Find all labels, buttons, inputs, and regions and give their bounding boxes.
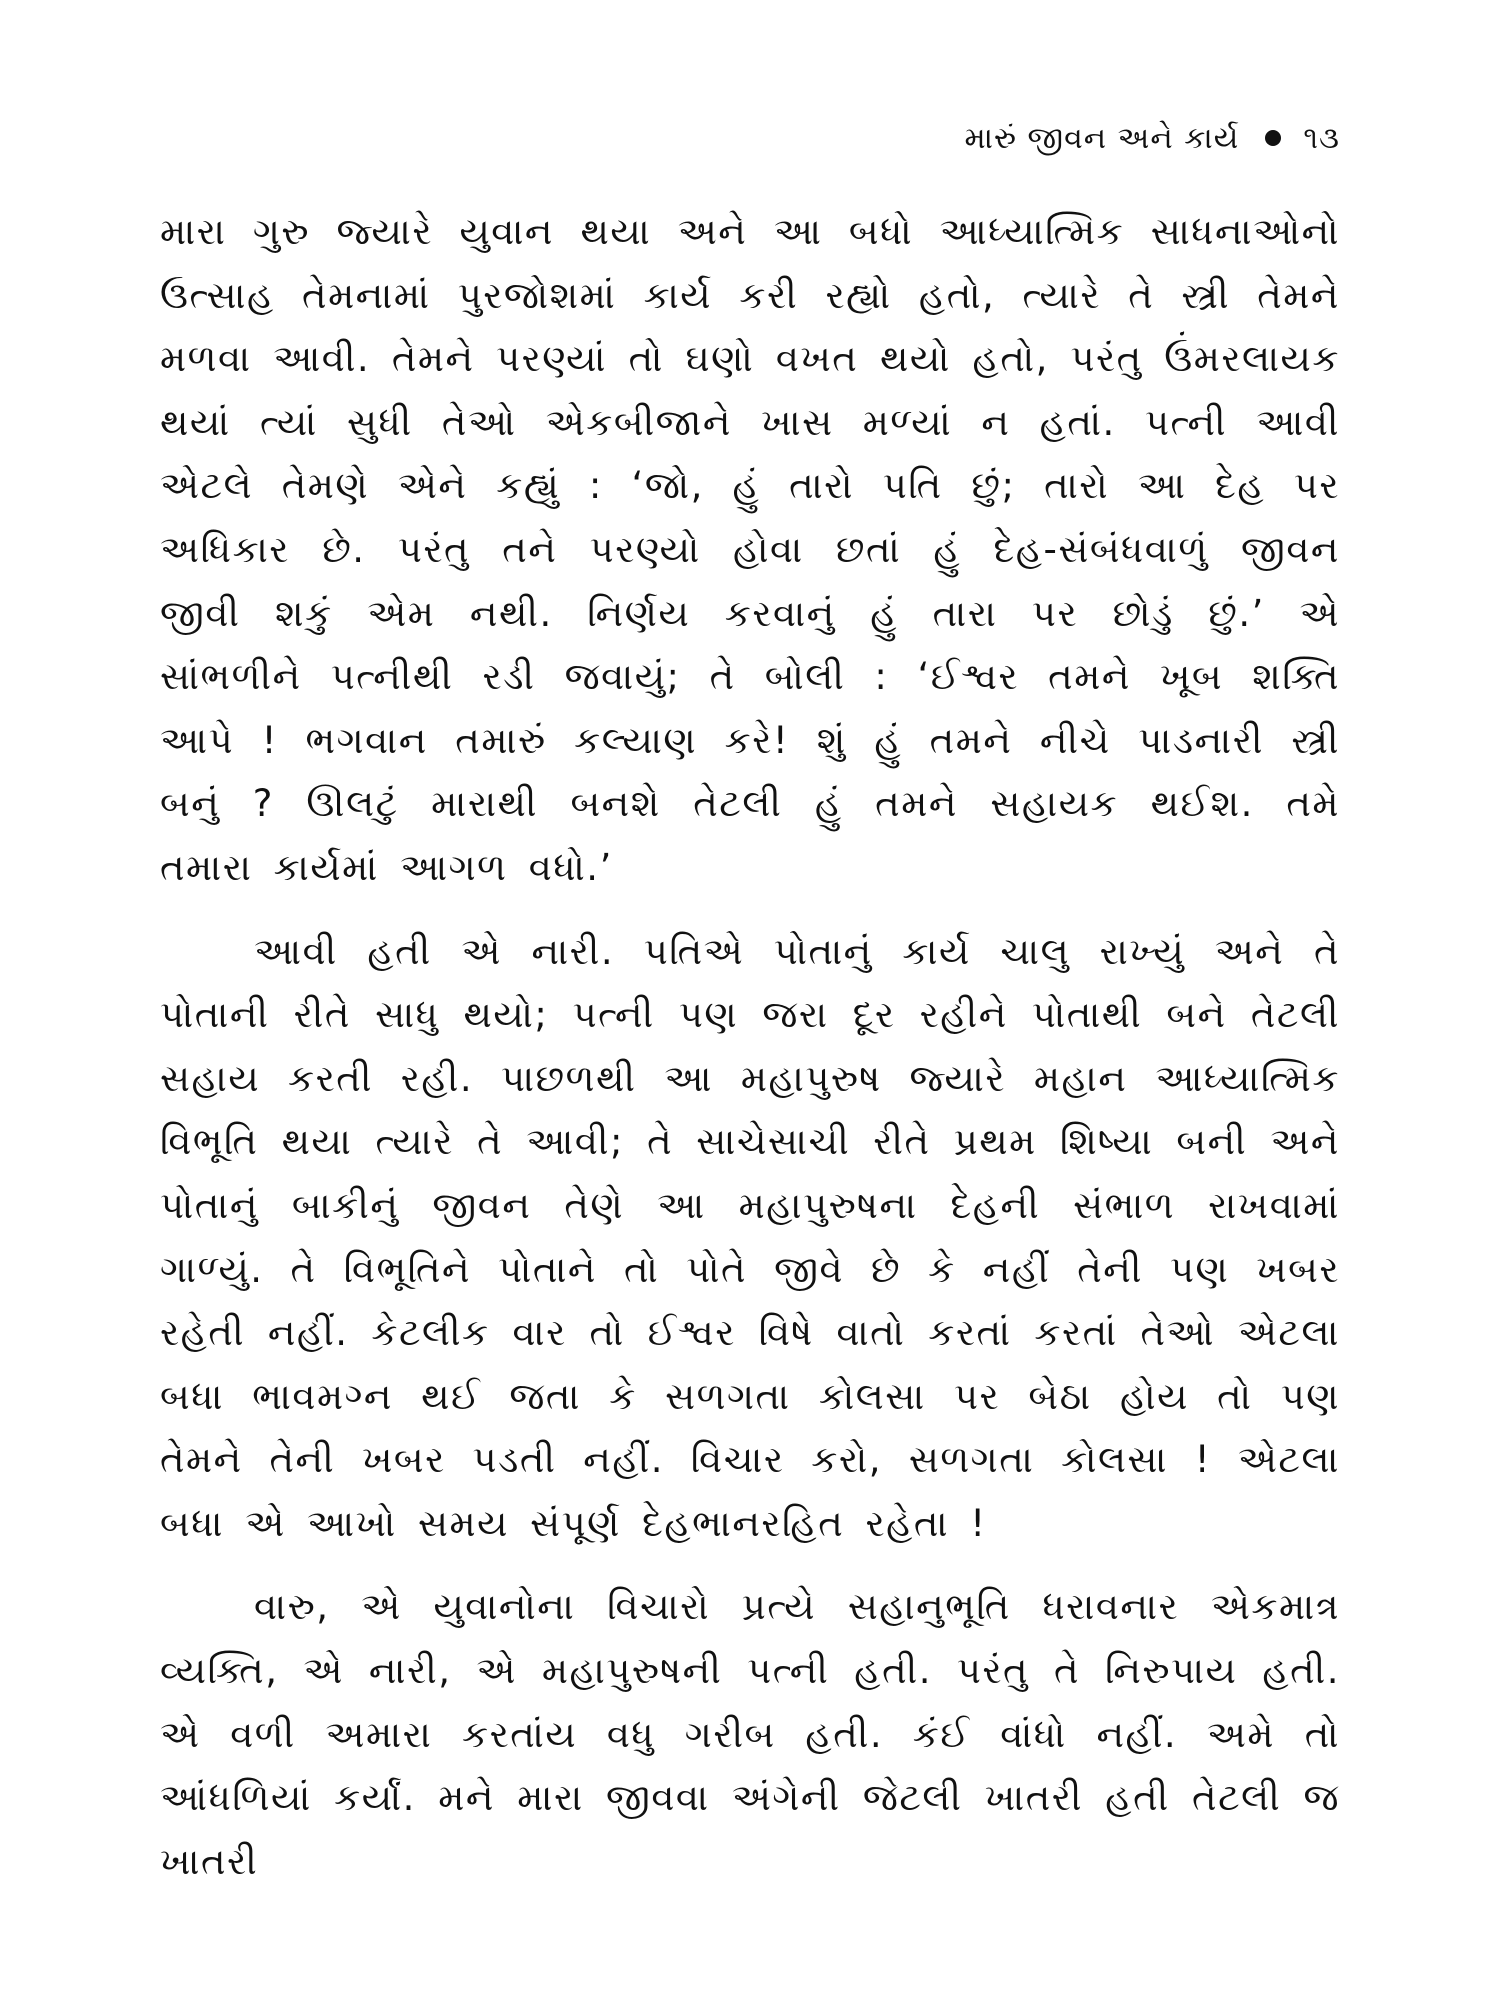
running-header — [964, 118, 1340, 158]
bullet-separator — [1265, 130, 1281, 146]
body-text — [160, 200, 1340, 1913]
running-title: મારું જીવન અને કાર્ય — [964, 120, 1240, 156]
page-number: ૧૩ — [1303, 120, 1340, 156]
paragraph-1: મારા ગુરુ જ્યારે યુવાન થયા અને આ બધો આધ્યાત્મિક સાધનાઓનો ઉત્સાહ તેમનામાં પુરજોશમાં કાર્ય કરી રહ્યો હતો, ત્યારે તે સ્ત્રી તેમને મળવા આવી. તેમને પરણ્યાં તો ઘણો વખત થયો હતો, પરંતુ ઉંમરલાયક થયાં ત્યાં સુધી તેઓ એકબીજાને ખાસ મળ્યાં ન હતાં. પત્ની આવી એટલે તેમણે એને કહ્યું : ‘જો, હું તારો પતિ છું; તારો આ દેહ પર અધિકાર છે. પરંતુ તને પરણ્યો હોવા છતાં હું દેહ-સંબંધવાળું જીવન જીવી શકું એમ નથી. નિર્ણય કરવાનું હું તારા પર છોડું છું.’ એ સાંભળીને પત્નીથી રડી જવાયું; તે બોલી : ‘ઈશ્વર તમને ખૂબ શક્તિ આપે ! ભગવાન તમારું કલ્યાણ કરે! શું હું તમને નીચે પાડનારી સ્ત્રી બનું ? ઊલટું મારાથી બનશે તેટલી હું તમને સહાયક થઈશ. તમે તમારા કાર્યમાં આગળ વધો.’ — [160, 210, 1340, 889]
paragraph-2: આવી હતી એ નારી. પતિએ પોતાનું કાર્ય ચાલુ રાખ્યું અને તે પોતાની રીતે સાધુ થયો; પત્ની પણ જરા દૂર રહીને પોતાથી બને તેટલી સહાય કરતી રહી. પાછળથી આ મહાપુરુષ જ્યારે મહાન આધ્યાત્મિક વિભૂતિ થયા ત્યારે તે આવી; તે સાચેસાચી રીતે પ્રથમ શિષ્યા બની અને પોતાનું બાકીનું જીવન તેણે આ મહાપુરુષના દેહની સંભાળ રાખવામાં ગાળ્યું. તે વિભૂતિને પોતાને તો પોતે જીવે છે કે નહીં તેની પણ ખબર રહેતી નહીં. કેટલીક વાર તો ઈશ્વર વિષે વાતો કરતાં કરતાં તેઓ એટલા બધા ભાવમગ્ન થઈ જતા કે સળગતા કોલસા પર બેઠા હોય તો પણ તેમને તેની ખબર પડતી નહીં. વિચાર કરો, સળગતા કોલસા ! એટલા બધા એ આખો સમય સંપૂર્ણ દેહભાનરહિત રહેતા ! — [160, 929, 1340, 1545]
paragraph-3: વારુ, એ યુવાનોના વિચારો પ્રત્યે સહાનુભૂતિ ધરાવનાર એકમાત્ર વ્યક્તિ, એ નારી, એ મહાપુરુષની પત્ની હતી. પરંતુ તે નિરુપાય હતી. એ વળી અમારા કરતાંય વધુ ગરીબ હતી. કંઈ વાંધો નહીં. અમે તો આંધળિયાં કર્યાં. મને મારા જીવવા અંગેની જેટલી ખાતરી હતી તેટલી જ ખાતરી — [160, 1585, 1340, 1883]
